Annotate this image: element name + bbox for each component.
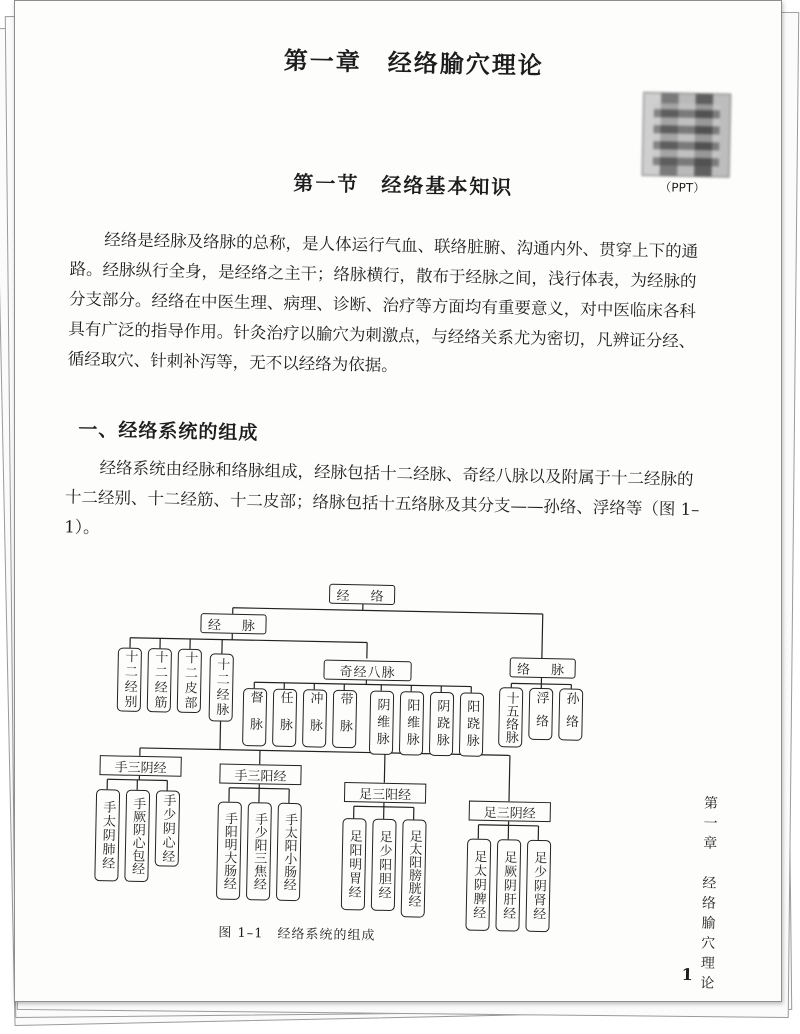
node-shier-jingmai: 十二经脉 <box>209 653 234 721</box>
group-zu-sanyin: 足三阴经 <box>469 801 551 823</box>
node-zu-yangming-wei: 足阳明胃经 <box>341 818 367 910</box>
node-shou-shaoyin-xin: 手少阴心经 <box>155 790 181 866</box>
node-shou-jueyin-xinbao: 手厥阴心包经 <box>124 790 150 882</box>
node-shiwu-luomai: 十五络脉 <box>498 687 523 747</box>
node-yinqiao-mai: 阴跷脉 <box>429 692 454 756</box>
running-chapter-label: 第一章 经络腧穴理论 <box>698 795 719 996</box>
node-zu-shaoyang-dan: 足少阳胆经 <box>371 819 397 911</box>
node-zu-jueyin-gan: 足厥阴肝经 <box>495 839 521 931</box>
node-jingluo: 经 络 <box>329 584 395 605</box>
node-chong-mai: 冲脉 <box>302 689 327 747</box>
section-title: 第一节 经络基本知识 <box>293 170 514 200</box>
node-shou-taiyang-xiaochang: 手太阳小肠经 <box>276 803 302 901</box>
node-fu-luo: 浮络 <box>528 688 553 740</box>
paragraph-intro <box>67 224 710 387</box>
node-zu-taiyin-pi: 足太阴脾经 <box>465 839 491 931</box>
node-shou-shaoyang-sanjiao: 手少阳三焦经 <box>246 802 272 900</box>
paragraph-composition-text: 经络系统由经脉和络脉组成，经脉包括十二经脉、奇经八脉以及附属于十二经脉的十二经别、十二经筋、十二皮部；络脉包括十五络脉及其分支——孙络、浮络等（图 1–1）。 <box>64 458 700 538</box>
node-yinwei-mai: 阴维脉 <box>369 691 394 755</box>
qr-label: （PPT） <box>659 180 706 196</box>
paragraph-intro-text: 经络是经脉及络脉的总称，是人体运行气血、联络脏腑、沟通内外、贯穿上下的通路。经脉纵行全身，是经络之主干；络脉横行，散布于经脉之间，浅行体表，为经脉的分支部分。经络在中医生理、病理、诊断、治疗等方面均有重要意义，对中医临床各科具有广泛的指导作用。针灸治疗以腧穴为刺激点，与经络关系尤为密切，凡辨证分经、循经取穴、针刺补泻等，无不以经络为依据。 <box>67 230 699 376</box>
node-yangwei-mai: 阳维脉 <box>399 691 424 755</box>
node-zu-shaoyin-shen: 足少阴肾经 <box>525 840 551 932</box>
node-jingmai: 经 脉 <box>200 613 266 634</box>
node-luomai: 络 脉 <box>509 657 575 678</box>
node-dai-mai: 带脉 <box>332 690 357 748</box>
node-shier-jingbie: 十二经别 <box>117 647 142 711</box>
node-shou-yangming-dachang: 手阳明大肠经 <box>216 802 242 900</box>
node-shou-taiyin-fei: 手太阴肺经 <box>94 789 120 881</box>
paragraph-composition <box>64 452 706 555</box>
book-page <box>14 0 782 1002</box>
group-zu-sanyang: 足三阳经 <box>344 782 426 804</box>
node-qijing-bamai: 奇经八脉 <box>323 660 411 682</box>
node-ren-mai: 任脉 <box>272 689 297 747</box>
node-du-mai: 督脉 <box>242 688 267 746</box>
qr-code-image[interactable] <box>642 92 732 178</box>
figure-caption: 图 1–1 经络系统的组成 <box>218 925 376 944</box>
group-shou-sanyang: 手三阳经 <box>219 764 301 786</box>
node-sun-luo: 孙络 <box>558 688 583 740</box>
node-shier-pibu: 十二皮部 <box>177 649 202 713</box>
page-number: 1 <box>681 964 693 985</box>
group-shou-sanyin: 手三阴经 <box>99 755 181 777</box>
subsection-heading: 一、经络系统的组成 <box>78 418 259 445</box>
page-content <box>5 0 791 1009</box>
node-zu-taiyang-pangguang: 足太阳膀胱经 <box>401 819 427 917</box>
node-shier-jingjin: 十二经筋 <box>147 648 172 712</box>
chapter-title: 第一章 经络腧穴理论 <box>283 45 545 80</box>
meridian-system-diagram <box>66 567 674 967</box>
node-yangqiao-mai: 阳跷脉 <box>459 692 484 756</box>
